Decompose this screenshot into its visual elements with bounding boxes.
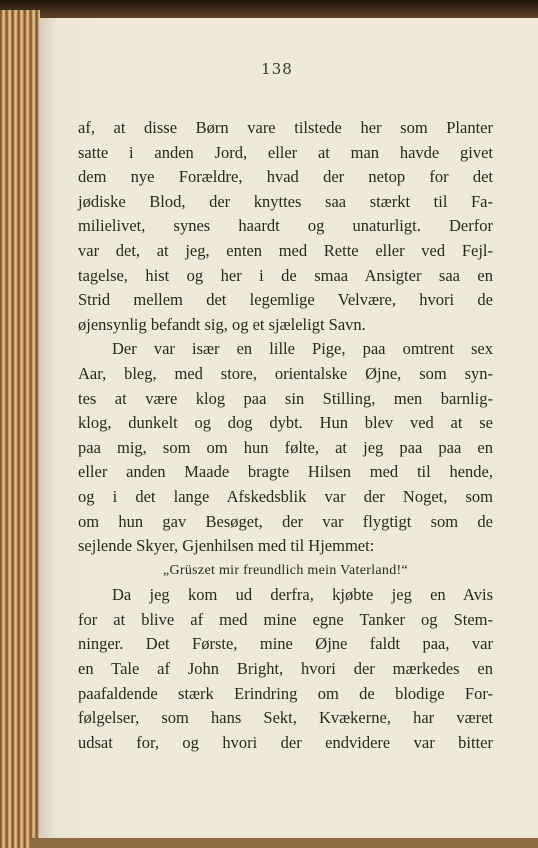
book-page-stack bbox=[0, 10, 40, 848]
page-number: 138 bbox=[261, 60, 293, 78]
text-line: af, at disse Børn vare tilstede her som Planter bbox=[78, 118, 493, 137]
text-line: var det, at jeg, enten med Rette eller ved Fejl- bbox=[78, 240, 493, 260]
text-line: sejlende Skyer, Gjenhilsen med til Hjemmet: bbox=[78, 536, 375, 556]
text-line: ninger. Det Første, mine Øjne faldt paa, var bbox=[78, 634, 493, 654]
text-line: paafaldende stærk Erindring om de blodige For- bbox=[78, 683, 493, 703]
text-line: udsat for, og hvori der endvidere var bitter bbox=[78, 732, 493, 752]
text-line: for at blive af med mine egne Tanker og Stem- bbox=[78, 609, 493, 629]
text-line: paa mig, som om hun følte, at jeg paa paa en bbox=[78, 437, 493, 457]
text-line: jødiske Blod, der knyttes saa stærkt til Fa- bbox=[78, 191, 493, 211]
body-text bbox=[78, 116, 493, 755]
text-line: eller anden Maade bragte Hilsen med til hende, bbox=[78, 462, 493, 482]
text-line: og i det lange Afskedsblik var der Noget, som bbox=[78, 486, 493, 506]
text-line: klog, dunkelt og dog dybt. Hun blev ved at se bbox=[78, 413, 493, 433]
quotation-line: „Grüszet mir freundlich mein Vaterland!“ bbox=[163, 562, 408, 578]
text-line: følgelser, som hans Sekt, Kvækerne, har været bbox=[78, 708, 493, 728]
text-line: Aar, bleg, med store, orientalske Øjne, som syn- bbox=[78, 363, 493, 383]
text-line: Strid mellem det legemlige Velvære, hvori de bbox=[78, 290, 493, 310]
text-line: tes at være klog paa sin Stilling, men barnlig- bbox=[78, 388, 493, 408]
paragraph-start-line: Der var især en lille Pige, paa omtrent sex bbox=[112, 339, 493, 359]
text-line: en Tale af John Bright, hvori der mærkedes en bbox=[78, 659, 493, 679]
text-line: om hun gav Besøget, der var flygtigt som de bbox=[78, 511, 493, 531]
paragraph-start-line: Da jeg kom ud derfra, kjøbte jeg en Avis bbox=[112, 585, 493, 605]
text-line: øjensynlig befandt sig, og et sjæleligt Savn. bbox=[78, 314, 366, 334]
text-line: satte i anden Jord, eller at man havde givet bbox=[78, 142, 493, 162]
text-line: milielivet, synes haardt og unaturligt. Derfor bbox=[78, 216, 493, 236]
text-line: dem nye Forældre, hvad der netop for det bbox=[78, 167, 493, 187]
text-line: tagelse, hist og her i de smaa Ansigter saa en bbox=[78, 265, 493, 285]
book-bottom-edge bbox=[30, 838, 538, 848]
